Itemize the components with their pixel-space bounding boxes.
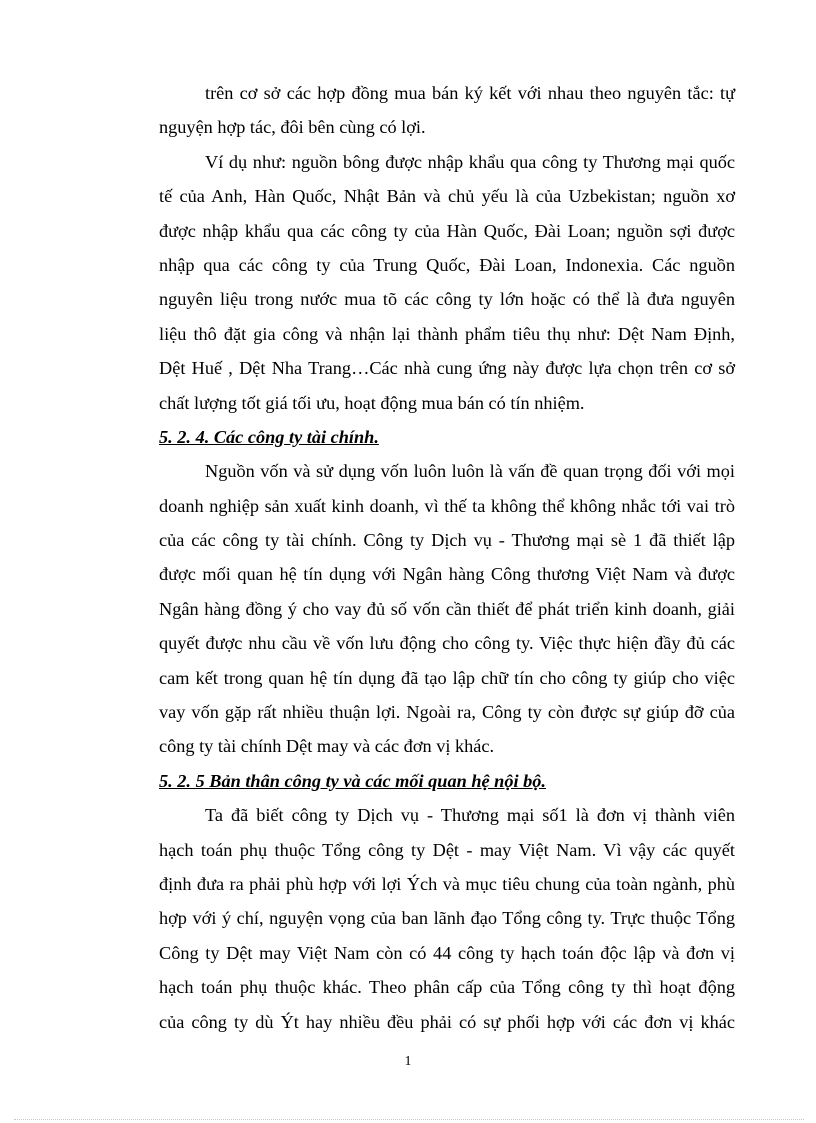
text-line: Công ty Dệt may Việt Nam còn có 44 công ty hạch toán độc lập và đơn vị <box>159 942 735 963</box>
text-line: định đưa ra phải phù hợp với lợi Ých và mục tiêu chung của toàn ngành, phù <box>159 873 735 894</box>
text-line: chất lượng tốt giá tối ưu, hoạt động mua bán có tín nhiệm. <box>159 392 585 413</box>
text-line: Ta đã biết công ty Dịch vụ - Thương mại số1 là đơn vị thành viên <box>205 805 735 826</box>
text-line: cam kết trong quan hệ tín dụng đã tạo lập chữ tín cho công ty giúp cho việc <box>159 667 735 688</box>
text-line: quyết được nhu cầu về vốn lưu động cho công ty. Việc thực hiện đầy đủ các <box>159 633 735 654</box>
page-number: 1 <box>404 1054 412 1069</box>
text-line: Nguồn vốn và sử dụng vốn luôn luôn là vấn đề quan trọng đối với mọi <box>205 461 735 482</box>
text-line: được mối quan hệ tín dụng với Ngân hàng Công thương Việt Nam và được <box>159 564 735 585</box>
text-line: doanh nghiệp sản xuất kinh doanh, vì thế ta không thể không nhắc tới vai trò <box>159 495 735 516</box>
text-line: Ví dụ như: nguồn bông được nhập khẩu qua công ty Thương mại quốc <box>205 151 735 172</box>
page-bottom-divider <box>14 1119 804 1120</box>
text-line: hạch toán phụ thuộc khác. Theo phân cấp của Tổng công ty thì hoạt động <box>159 977 735 998</box>
text-line: được nhập khẩu qua các công ty của Hàn Quốc, Đài Loan; nguồn sợi được <box>159 220 735 241</box>
text-line: nhập qua các công ty của Trung Quốc, Đài Loan, Indonexia. Các nguồn <box>159 254 735 275</box>
text-line: hạch toán phụ thuộc Tổng công ty Dệt - may Việt Nam. Vì vậy các quyết <box>159 839 735 860</box>
section-heading-5-2-4: 5. 2. 4. Các công ty tài chính. <box>159 426 379 447</box>
text-line: Dệt Huế , Dệt Nha Trang…Các nhà cung ứng này được lựa chọn trên cơ sở <box>159 358 735 379</box>
text-line: của các công ty tài chính. Công ty Dịch vụ - Thương mại sè 1 đã thiết lập <box>159 530 735 551</box>
section-heading-5-2-5: 5. 2. 5 Bản thân công ty và các mối quan hệ nội bộ. <box>159 770 546 791</box>
page-body <box>159 76 735 1039</box>
text-line: Ngân hàng đồng ý cho vay đủ số vốn cần thiết để phát triển kinh doanh, giải <box>159 598 735 619</box>
text-line: của công ty dù Ýt hay nhiều đều phải có sự phối hợp với các đơn vị khác <box>159 1011 735 1032</box>
text-line: tế của Anh, Hàn Quốc, Nhật Bản và chủ yếu là của Uzbekistan; nguồn xơ <box>159 186 735 207</box>
text-line: nguyện hợp tác, đôi bên cùng có lợi. <box>159 117 426 138</box>
text-line: liệu thô đặt gia công và nhận lại thành phẩm tiêu thụ như: Dệt Nam Định, <box>159 323 735 344</box>
text-line: nguyên liệu trong nước mua tõ các công ty lớn hoặc có thể là đưa nguyên <box>159 289 735 310</box>
text-line: vay vốn gặp rất nhiều thuận lợi. Ngoài ra, Công ty còn được sự giúp đỡ của <box>159 702 735 723</box>
text-line: hợp với ý chí, nguyện vọng của ban lãnh đạo Tổng công ty. Trực thuộc Tổng <box>159 908 735 929</box>
text-line: trên cơ sở các hợp đồng mua bán ký kết với nhau theo nguyên tắc: tự <box>205 83 735 103</box>
text-line: công ty tài chính Dệt may và các đơn vị khác. <box>159 736 495 757</box>
